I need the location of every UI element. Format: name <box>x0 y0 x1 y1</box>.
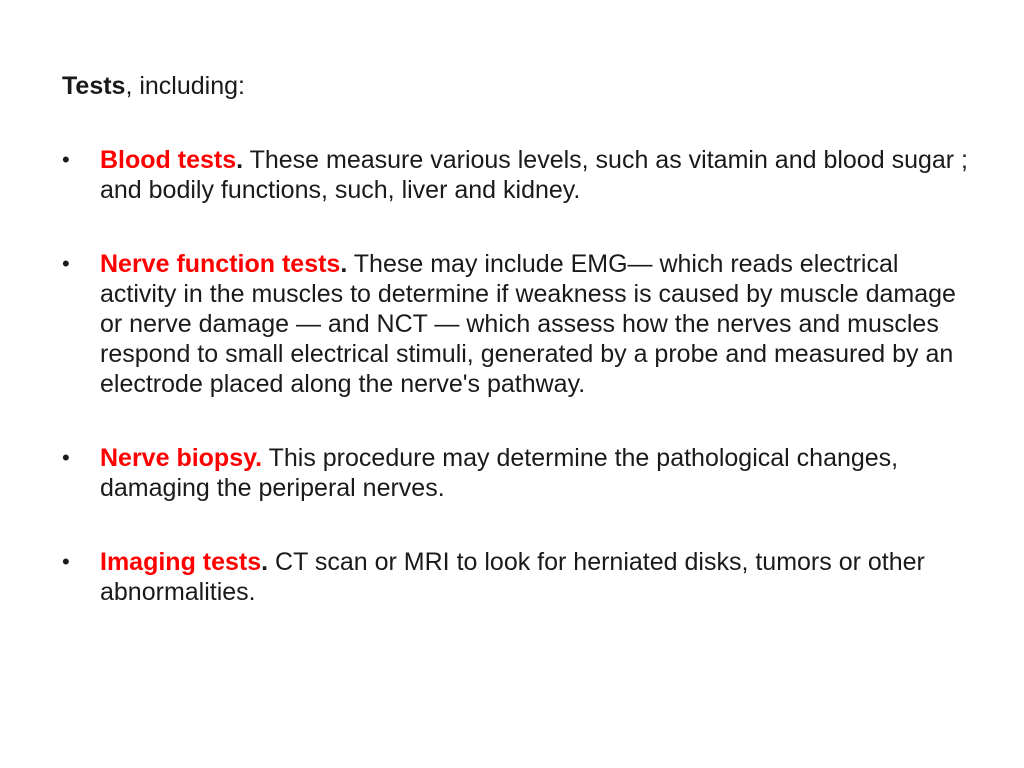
list-item-imaging-tests <box>62 547 972 607</box>
term-dot: . <box>236 146 244 174</box>
term-imaging-tests: Imaging tests <box>100 548 262 576</box>
list-item-nerve-biopsy <box>62 443 972 503</box>
term-nerve-function-tests: Nerve function tests <box>100 250 341 278</box>
bullet-icon: • <box>62 549 70 574</box>
term-blood-tests: Blood tests <box>100 146 237 174</box>
term-dot: . <box>261 548 269 576</box>
bullet-icon: • <box>62 147 70 172</box>
intro-line <box>62 70 245 102</box>
list-item-blood-tests <box>62 145 972 205</box>
tests-list <box>62 145 972 651</box>
bullet-icon: • <box>62 251 70 276</box>
bullet-icon: • <box>62 445 70 470</box>
intro-rest: , including: <box>125 72 245 100</box>
description-blood-tests: These measure various levels, such as vitamin and blood sugar ; and bodily functions, such, liver and kidney. <box>100 146 968 204</box>
term-nerve-biopsy: Nerve biopsy. <box>100 444 263 472</box>
description-nerve-biopsy: This procedure may determine the pathological changes, damaging the periperal nerves. <box>100 444 899 502</box>
intro-bold: Tests <box>62 72 126 100</box>
description-nerve-function-tests: These may include EMG— which reads electrical activity in the muscles to determine if weakness is caused by muscle damage or nerve damage — and NCT — which assess how the nerves and muscles respond to small electrical stimuli, generated by a probe and measured by an electrode placed along the nerve's pathway. <box>100 250 956 398</box>
list-item-nerve-function-tests <box>62 249 972 399</box>
description-imaging-tests: CT scan or MRI to look for herniated disks, tumors or other abnormalities. <box>100 548 925 606</box>
term-dot: . <box>340 250 348 278</box>
